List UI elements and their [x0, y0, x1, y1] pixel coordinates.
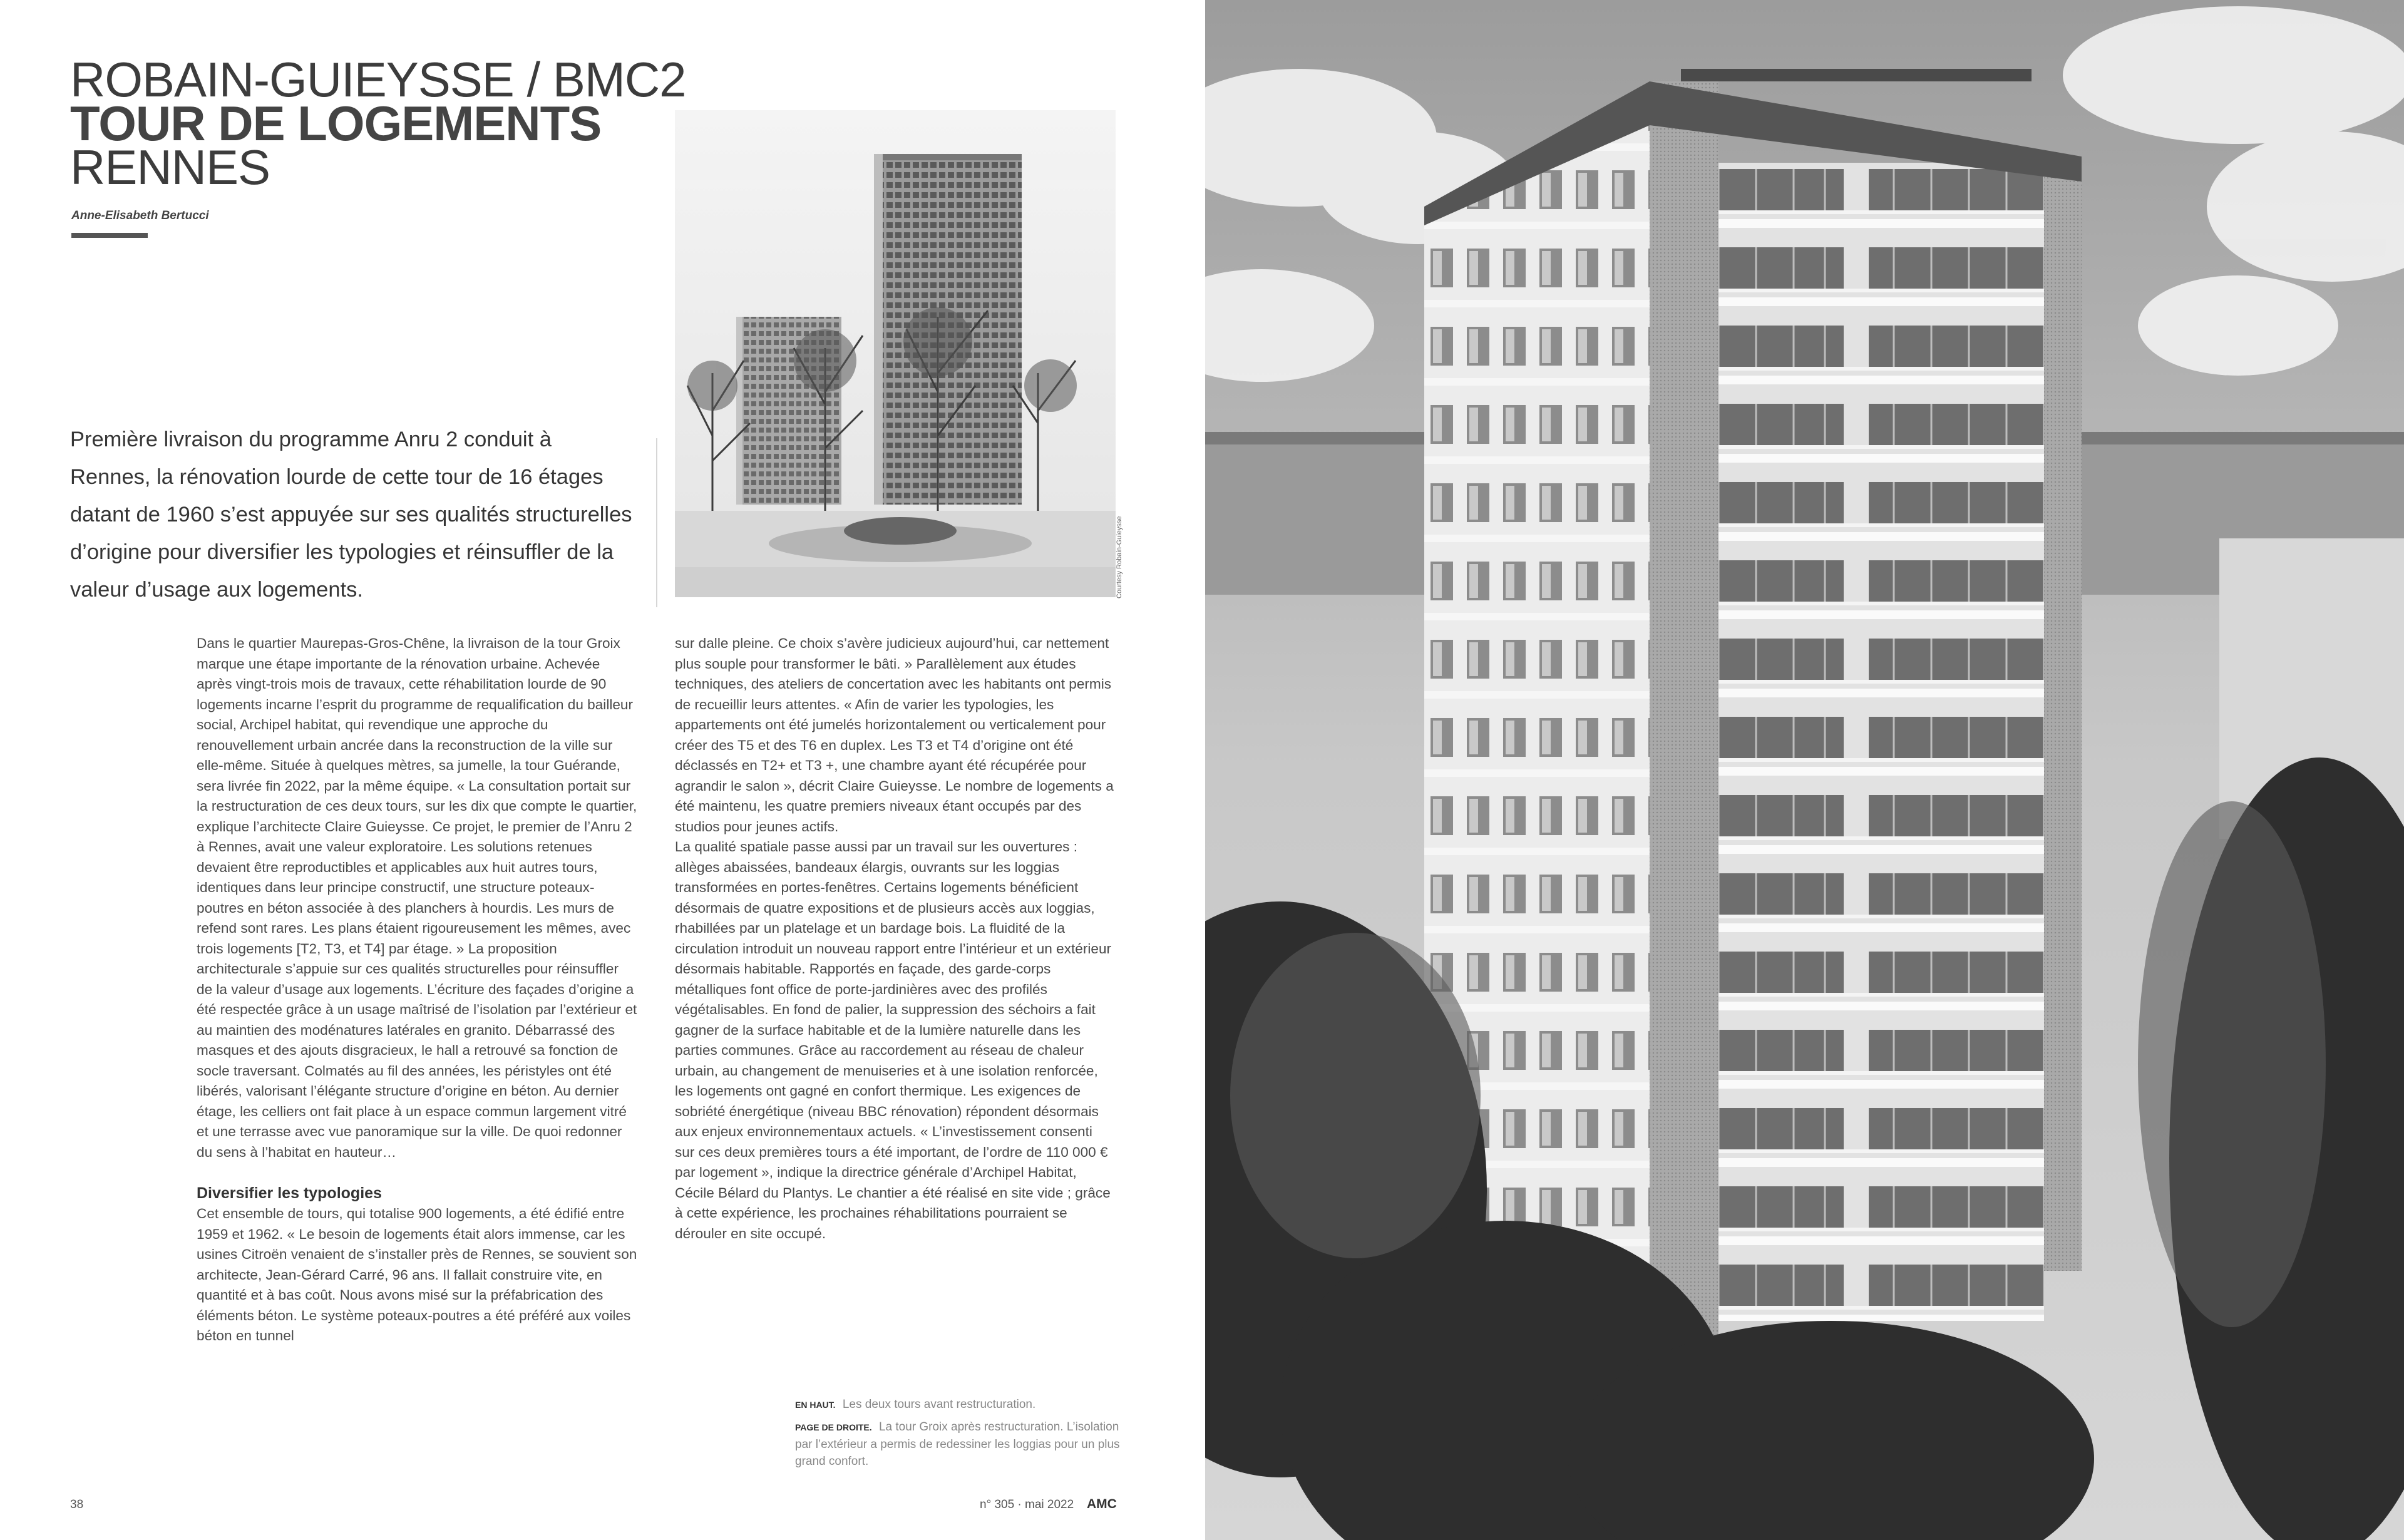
title-project: TOUR DE LOGEMENTS — [70, 96, 602, 151]
author-byline: Anne-Elisabeth Bertucci — [71, 209, 209, 222]
article-paragraph: sur dalle pleine. Ce choix s’avère judicieux aujourd’hui, car nettement plus souple pour transformer le bâti. » Parallèlement aux études techniques, des ateliers de concertation avec les habitants ont permis de recueillir leurs attentes. « Afin de varier les typologies, les appartements ont été jumelés horizontalement ou verticalement pour créer des T5 et des T6 en duplex. Les T3 et T4 d’origine ont été déclassés en T2+ et T3 +, une chambre ayant été récupérée pour agrandir le salon », décrit Claire Guieysse. Le nombre de logements a été maintenu, les quatre premiers niveaux étant occupés par des studios pour jeunes actifs. — [675, 635, 1114, 834]
caption-top — [795, 1396, 1127, 1414]
caption-label: PAGE DE DROITE. — [795, 1422, 872, 1432]
author-rule — [71, 233, 148, 238]
photo-tower-after — [1205, 0, 2404, 1540]
caption-text: Les deux tours avant restructuration. — [842, 1398, 1036, 1411]
caption-text: La tour Groix après restructuration. L’isolation par l’extérieur a permis de redessiner les loggias pour un plus grand confort. — [795, 1420, 1120, 1468]
caption-right-page — [795, 1419, 1127, 1470]
title-architects: ROBAIN-GUIEYSSE / BMC2 — [70, 52, 686, 107]
magazine-name: AMC — [1087, 1497, 1117, 1511]
article-paragraph: Dans le quartier Maurepas-Gros-Chêne, la livraison de la tour Groix marque une étape importante de la rénovation urbaine. Achevée après vingt-trois mois de travaux, cette réhabilitation lourde de 90 logements incarne l’esprit du programme de requalification du bailleur social, Archipel habitat, qui revendique une approche du renouvellement urbain ancrée dans la reconstruction de la ville sur elle-même. Située à quelques mètres, sa jumelle, la tour Guérande, sera livrée fin 2022, par la même équipe. « La consultation portait sur la restructuration de ces deux tours, sur les dix que compte le quartier, explique l’architecte Claire Guieysse. Ce projet, le premier de l’Anru 2 à Rennes, avait une valeur exploratoire. Les solutions retenues devaient être reproductibles et applicables aux huit autres tours, identiques dans leur principe constructif, une structure poteaux-poutres en béton associée à des planchers à hourdis. Les murs de refend sont rares. Les plans étaient rigoureusement les mêmes, avec trois logements [T2, T3, et T4] par étage. » La proposition architecturale s’appuie sur ces qualités structurelles pour réinsuffler de la valeur d’usage aux logements. L’écriture des façades d’origine a été respectée grâce à un usage maîtrisé de l’isolation par l’extérieur et au maintien des modénatures latérales en granito. Débarrassé des masques et des ajouts disgracieux, le hall a retrouvé sa fonction de socle traversant. Colmatés au fil des années, les péristyles ont été libérés, valorisant l’élégante structure d’origine en béton. Au dernier étage, les celliers ont fait place à un espace commun largement vitré et une terrasse avec vue panoramique sur la ville. De quoi redonner du sens à l’habitat en hauteur… — [197, 635, 637, 1160]
title-city: RENNES — [70, 140, 270, 195]
article-paragraph: La qualité spatiale passe aussi par un travail sur les ouvertures : allèges abaissées, bandeaux élargis, ouvrants sur les loggias transformées en portes-fenêtres. Certains logements bénéficient désormais de quatre expositions et de plusieurs accès aux loggias, rhabillées par un platelage et un bardage bois. La fluidité de la circulation introduit un nouveau rapport entre l’intérieur et un extérieur désormais habitable. Rapportés en façade, des garde-corps métalliques font office de porte-jardinières avec des profilés végétalisables. En fond de palier, la suppression des séchoirs a fait gagner de la surface habitable et de la lumière naturelle dans les parties communes. Grâce au raccordement au réseau de chaleur urbain, au changement de menuiseries et à une isolation renforcée, les logements ont gagné en confort thermique. Les exigences de sobriété énergétique (niveau BBC rénovation) répondent désormais aux enjeux environnementaux actuels. « L’investissement consenti sur ces deux premières tours a été important, de l’ordre de 110 000 € par logement », indique la directrice générale d’Archipel Habitat, Cécile Bélard du Plantys. Le chantier a été réalisé en site vide ; grâce à cette expérience, les prochaines réhabilitations pourraient se dérouler en site occupé. — [675, 839, 1112, 1241]
photo-captions — [795, 1396, 1127, 1475]
intro-divider — [656, 438, 657, 607]
caption-label: EN HAUT. — [795, 1400, 836, 1410]
page-number: 38 — [70, 1498, 84, 1511]
article-column-1 — [197, 634, 637, 1347]
issue-info: n° 305 · mai 2022 — [980, 1498, 1074, 1511]
photo-towers-before — [675, 110, 1116, 597]
subheading: Diversifier les typologies — [197, 1184, 382, 1202]
article-paragraph: Cet ensemble de tours, qui totalise 900 logements, a été édifié entre 1959 et 1962. « Le besoin de logements était alors immense, car les usines Citroën venaient de s’installer près de Rennes, se souvient son architecte, Jean-Gérard Carré, 96 ans. Il fallait construire vite, en quantité et à bas coût. Nous avons misé sur la préfabrication des éléments béton. Le système poteaux-poutres a été préféré aux voiles béton en tunnel — [197, 1206, 637, 1343]
intro-paragraph: Première livraison du programme Anru 2 conduit à Rennes, la rénovation lourde de cette tour de 16 étages datant de 1960 s’est appuyée sur ses qualités structurelles d’origine pour diversifier les typologies et réinsuffler de la valeur d’usage aux logements. — [70, 428, 632, 602]
article-column-2 — [675, 634, 1116, 1244]
left-page: ROBAIN-GUIEYSSE / BMC2 TOUR DE LOGEMENTS RENNES Anne-Elisabeth Bertucci Première livraison du programme Anru 2 conduit à Rennes, la rénovation lourde de cette tour de 16 étages datant de 1960 s’est appuyée sur ses qualités structurelles d’origine pour diversifier les typologies et réinsuffler de la valeur d’usage aux logements. Courtesy Robain-Guieysse Dans le quartier Maurepas-Gros-Chêne, la livraison de la tour Groix marque une étape importante de la rénovation urbaine. Achevée après vingt-trois mois de travaux, cette réhabilitation lourde de 90 logements incarne l’esprit du programme de requalification du bailleur social, Archipel habitat, qui revendique une approche du renouvellement urbain ancrée dans la reconstruction de la ville sur elle-même. Située à quelques mètres, sa jumelle, la tour Guérande, sera livrée fin 2022, par la même équipe. « La consultation portait sur la restructuration de ces deux tours, sur les dix que compte le quartier, explique l’architecte Claire Guieysse. Ce projet, le premier de l’Anru 2 à Rennes, avait une valeur exploratoire. Les solutions retenues devaient être reproductibles et applicables aux huit autres tours, identiques dans leur principe constructif, une structure poteaux-poutres en béton associée à des planchers à hourdis. Les murs de refend sont rares. Les plans étaient rigoureusement les mêmes, avec trois logements [T2, T3, et T4] par étage. » La proposition architecturale s’appuie sur ces qualités structurelles pour réinsuffler de la valeur d’usage aux logements. L’écriture des façades d’origine a été respectée grâce à un usage maîtrisé de l’isolation par l’extérieur et au maintien des modénatures latérales en granito. Débarrassé des masques et des ajouts disgracieux, le hall a retrouvé sa fonction de socle traversant. Colmatés au fil des années, les péristyles ont été libérés, valorisant l’élégante structure d’origine en béton. Au dernier étage, les celliers ont fait place à un espace commun largement vitré et une terrasse avec vue panoramique sur la ville. De quoi redonner du sens à l’habitat en hauteur… Diversifier les typologies Cet ensemble de tours, qui totalise 900 logements, a été édifié entre 1959 et 1962. « Le besoin de logements était alors immense, car les usines Citroën venaient de s’installer près de Rennes, se souvient son architecte, Jean-Gérard Carré, 96 ans. Il fallait construire vite, en quantité et à bas coût. Nous avons misé sur la préfabrication des éléments béton. Le système poteaux-poutres a été préféré aux voiles béton en tunnel sur dalle pleine. Ce choix s’avère judicieux aujourd’hui, car nettement plus souple pour transformer le bâti. » Parallèlement aux études techniques, des ateliers de concertation avec les habitants ont permis de recueillir leurs attentes. « Afin de varier les typologies, les appartements ont été jumelés horizontalement ou verticalement pour créer des T5 et des T6 en duplex. Les T3 et T4 d’origine ont été déclassés en T2+ et T3 +, une chambre ayant été récupérée pour agrandir le salon », décrit Claire Guieysse. Le nombre de logements a été maintenu, les quatre premiers niveaux étant occupés par des studios pour jeunes actifs. La qualité spatiale passe aussi par un travail sur les ouvertures : allèges abaissées, bandeaux élargis, ouvrants sur les loggias transformées en portes-fenêtres. Certains logements bénéficient désormais de quatre expositions et de plusieurs accès aux loggias, rhabillées par un platelage et un bardage bois. La fluidité de la circulation introduit un nouveau rapport entre l’intérieur et un extérieur désormais habitable. Rapportés en façade, des garde-corps métalliques font office de porte-jardinières avec des profilés végétalisables. En fond de palier, la suppression des séchoirs a fait gagner de la surface habitable et de la lumière naturelle dans les parties communes. Grâce au raccordement au réseau de chaleur urbain, au changement de menuiseries et à une isolation renforcée, les logements ont gagné en confort thermique. Les exigences de sobriété énergétique (niveau BBC rénovation) répondent désormais aux enjeux environnementaux actuels. « L’investissement consenti sur ces deux premières tours a été important, de l’ordre de 110 000 € par logement », indique la directrice générale d’Archipel Habitat, Cécile Bélard du Plantys. Le chantier a été réalisé en site vide ; grâce à cette expérience, les prochaines réhabilitations pourraient se dérouler en site occupé. EN HAUT. Les deux tours avant restructuration. PAGE DE DROITE. La tour Groix après restructuration. L’isolation par l’extérieur a permis de redessiner les loggias pour un plus grand confort. 38 n° 305 · mai 2022 AMC — [0, 0, 1205, 1540]
